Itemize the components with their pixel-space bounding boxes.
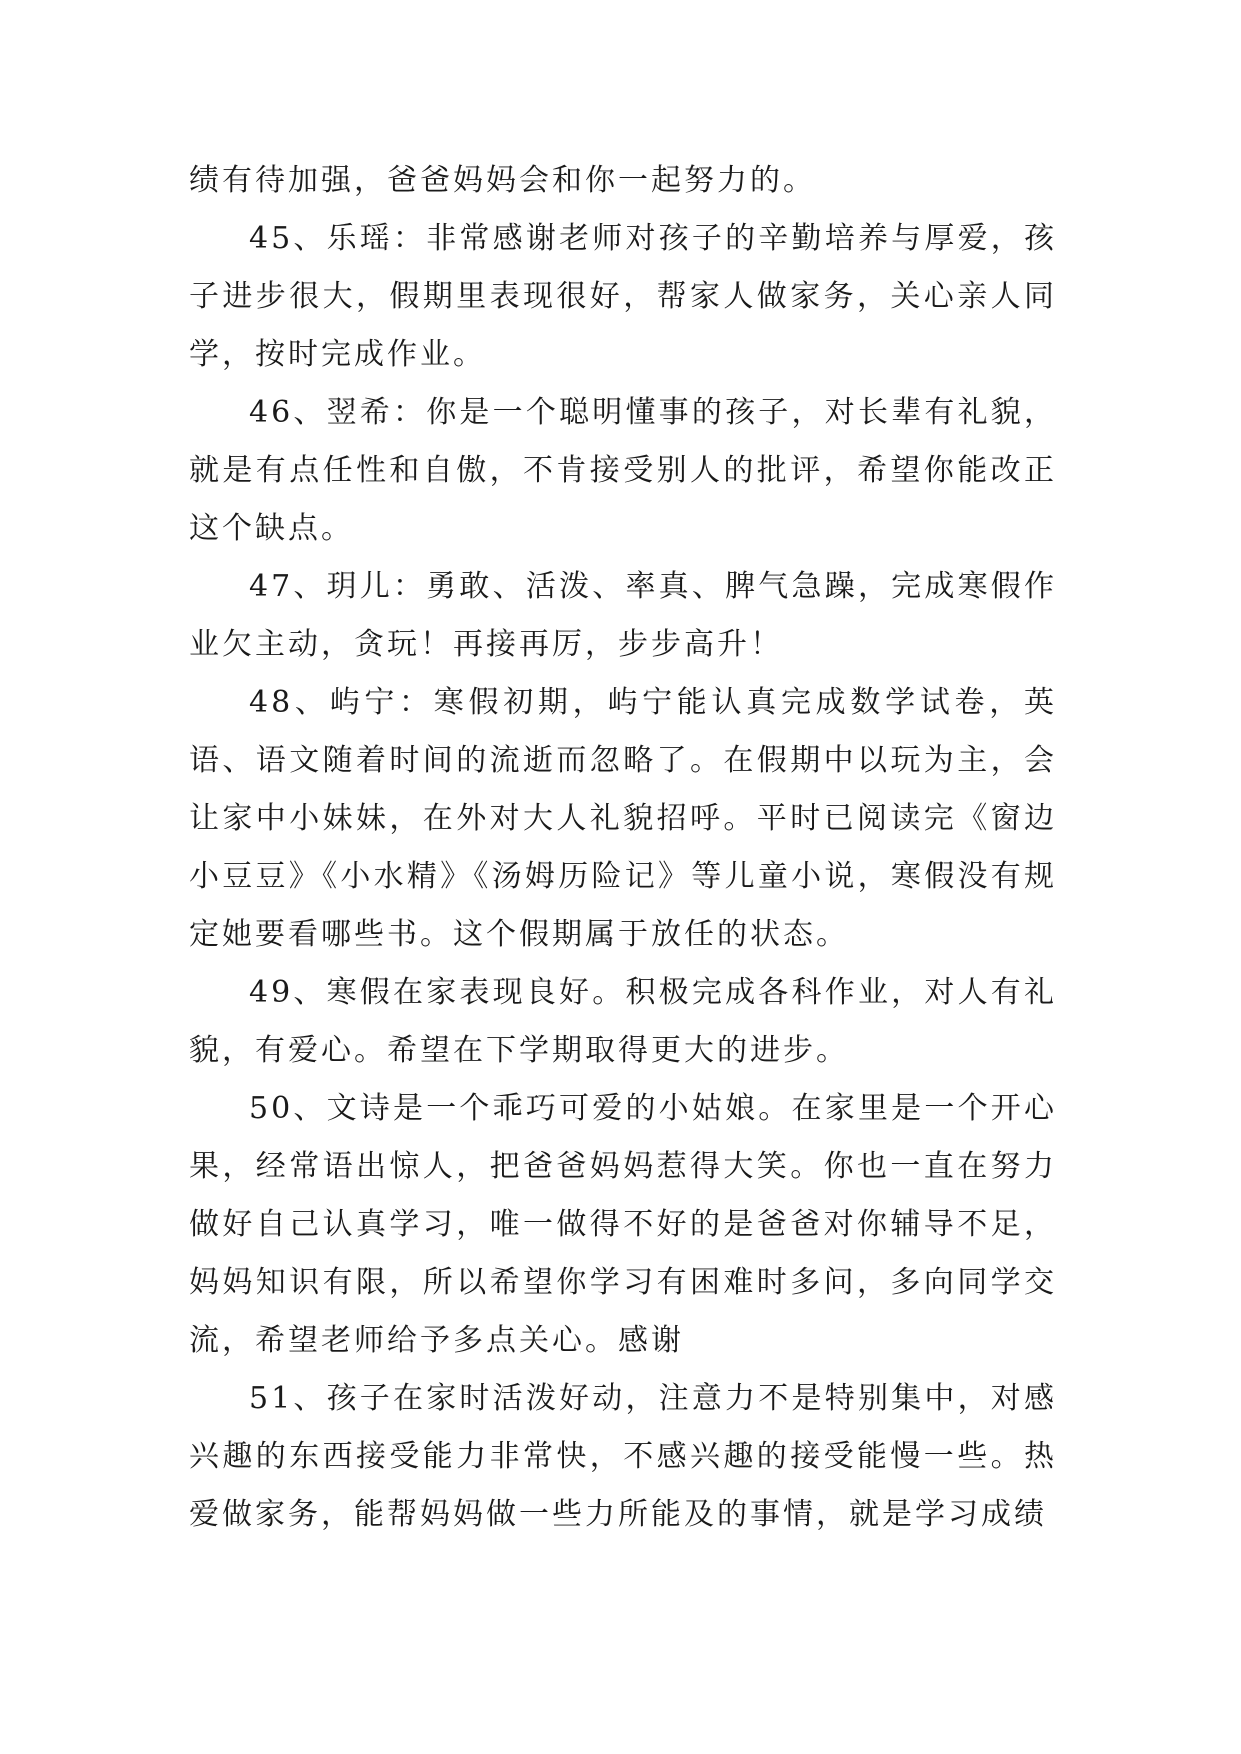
paragraph-49: 49、寒假在家表现良好。积极完成各科作业，对人有礼貌，有爱心。希望在下学期取得更大的进步。 [189,975,1057,1068]
document-body [189,152,1057,1544]
paragraph-51: 51、孩子在家时活泼好动，注意力不是特别集中，对感兴趣的东西接受能力非常快，不感兴趣的接受能慢一些。热爱做家务，能帮妈妈做一些力所能及的事情，就是学习成绩 [189,1381,1057,1532]
paragraph-45: 45、乐瑶：非常感谢老师对孩子的辛勤培养与厚爱，孩子进步很大，假期里表现很好，帮家人做家务，关心亲人同学，按时完成作业。 [189,221,1057,372]
paragraph-46: 46、翌希：你是一个聪明懂事的孩子，对长辈有礼貌，就是有点任性和自傲，不肯接受别人的批评，希望你能改正这个缺点。 [189,395,1057,546]
paragraph-47: 47、玥儿：勇敢、活泼、率真、脾气急躁，完成寒假作业欠主动，贪玩！再接再厉，步步高升！ [189,569,1057,662]
paragraph-48: 48、屿宁：寒假初期，屿宁能认真完成数学试卷，英语、语文随着时间的流逝而忽略了。在假期中以玩为主，会让家中小妹妹，在外对大人礼貌招呼。平时已阅读完《窗边小豆豆》《小水精》《汤姆历险记》等儿童小说，寒假没有规定她要看哪些书。这个假期属于放任的状态。 [189,685,1057,952]
paragraph-continuation: 绩有待加强，爸爸妈妈会和你一起努力的。 [189,163,816,198]
paragraph-50: 50、文诗是一个乖巧可爱的小姑娘。在家里是一个开心果，经常语出惊人，把爸爸妈妈惹得大笑。你也一直在努力做好自己认真学习，唯一做得不好的是爸爸对你辅导不足，妈妈知识有限，所以希望你学习有困难时多问，多向同学交流，希望老师给予多点关心。感谢 [189,1091,1057,1358]
